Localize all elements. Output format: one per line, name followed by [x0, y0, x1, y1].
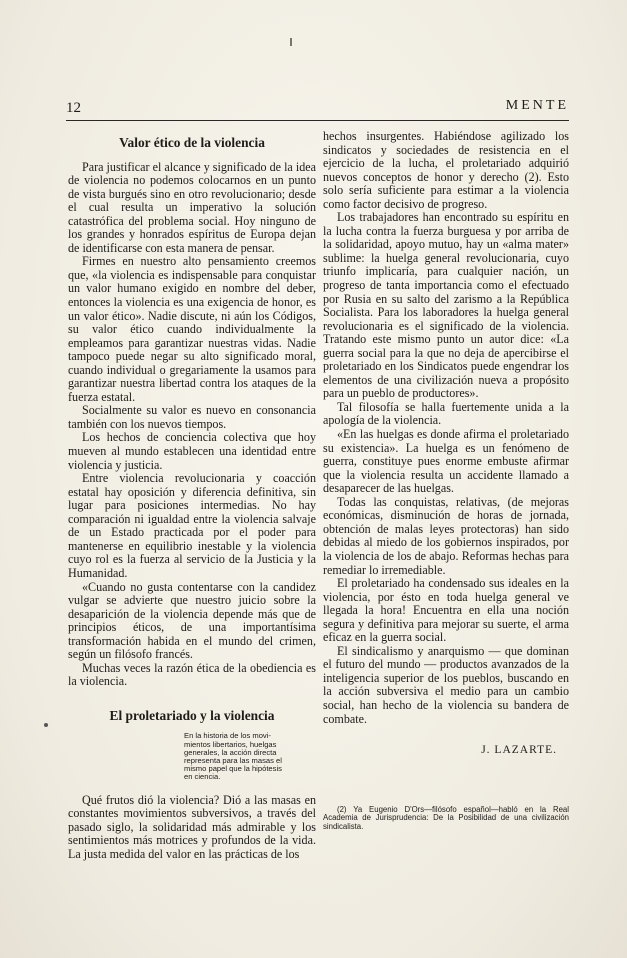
epigraph-line: representa para las masas el — [184, 756, 282, 766]
paragraph: Socialmente su valor es nuevo en consonancia también con los nuevos tiempos. — [68, 403, 316, 431]
ink-spot — [44, 723, 48, 727]
epigraph-line: mismo papel que la hipótesis — [184, 764, 282, 774]
print-mark — [290, 38, 292, 46]
epigraph-line: generales, la acción directa — [184, 747, 277, 757]
paragraph: El proletariado ha condensado sus ideales en la violencia, por ésto en toda huelga general ve llegada la hora! Encuentra en ella una noción segura y definitiva para mejorar su suerte, el arma eficaz en la guerra social. — [323, 576, 569, 645]
paragraph: Firmes en nuestro alto pensamiento creemos que, «la violencia es indispensable para conquistar un valor humano exigido en nombre del deber, entonces la violencia es una exigencia de honor, es un valor ético». Nadie discute, ni aún los Códigos, su valor ético cuando individualmente la empleamos para garantizar nuestras vidas. Nadie tampoco puede negar su alto significado moral, cuando individual o gregariamente la usamos para garantizar nuestra libertad contra los ataques de la fuerza estatal. — [68, 254, 316, 404]
paragraph: Todas las conquistas, relativas, (de mejoras económicas, disminución de horas de jornada, obtención de malas leyes protectoras) han sido debidas al miedo de los gobiernos inspirados, por la violencia de los de abajo. Reformas hechas para remediar lo irremediable. — [323, 494, 569, 577]
epigraph-line: mientos libertarios, huelgas — [184, 739, 277, 749]
author-signature: J. LAZARTE. — [481, 744, 557, 757]
journal-name: MENTE — [505, 98, 569, 113]
right-column — [323, 130, 569, 831]
paragraph: El sindicalismo y anarquismo — que dominan el futuro del mundo — productos avanzados de la inteligencia superior de los pueblos, buscando en la acción subversiva el medio para un cambio social, han hecho de la violencia su bandera de combate. — [323, 643, 569, 726]
epigraph-line: En la historia de los movi- — [184, 731, 271, 741]
epigraph — [184, 732, 310, 781]
paragraph: Los trabajadores han encontrado su espíritu en la lucha contra la fuerza burguesa y por arriba de la solidaridad, apoyo mutuo, hay un «alma mater» sublime: la huelga general revolucionaria, cuyo triunfo implicaría, para cualquier nación, un progreso de tanta importancia como el efectuado por Rusia en su salto del zarismo a la República Socialista. Para los laboradores la huelga general revolucionaria es el significado de la violencia. Tratando este mismo punto un autor dice: «La guerra social para la que no deja de apercibirse el proletariado en los Sindicatos puede engendrar los elementos de una civilización nueva a propósito para un pueblo de productores». — [323, 210, 569, 401]
paragraph: Los hechos de conciencia colectiva que hoy mueven al mundo establecen una identidad entre violencia y justicia. — [68, 430, 316, 472]
page-header — [66, 98, 569, 121]
paragraph: Tal filosofía se halla fuertemente unida a la apología de la violencia. — [323, 399, 569, 428]
paragraph: hechos insurgentes. Habiéndose agilizado los sindicatos y sociedades de resistencia en el ejercicio de la lucha, el proletariado adquirió nuevos conceptos de honor y derecho (2). Esto solo sería suficiente para estimar a la violencia como factor decisivo de progreso. — [323, 129, 569, 211]
epigraph-line: en ciencia. — [184, 772, 221, 782]
paragraph: Entre violencia revolucionaria y coacción estatal hay oposición y diferencia definitiva, sin lugar para posiciones intermedias. No hay comparación ni igualdad entre la violencia salvaje de un Estado practicada por el poder para mantenerse en equilibrio inestable y la violencia cuyo rol es la fuerza al servicio de la Justicia y la Humanidad. — [68, 471, 316, 580]
paragraph: Qué frutos dió la violencia? Dió a las masas en constantes movimientos subversivos, a través del pasado siglo, la solidaridad más admirable y los sentimientos más motrices y profundos de la vida. La justa medida del valor en las prácticas de los — [68, 792, 316, 861]
article-title-proletariat: El proletariado y la violencia — [109, 707, 275, 723]
paragraph: Muchas veces la razón ética de la obediencia es la violencia. — [68, 660, 316, 689]
paragraph: Para justificar el alcance y significado de la idea de violencia no podemos colocarnos en un punto de vista burgués sino en otro revolucionario; desde el cual resulta un imperativo la solución catastrófica del problema social. Hoy ninguno de los grandes y honrados espíritus de Europa dejan de identificarse con esta manera de pensar. — [68, 159, 316, 255]
page-number: 12 — [66, 100, 81, 116]
paragraph: «En las huelgas es donde afirma el proletariado su existencia». La huelga es un fenómeno de guerra, constituye pues enorme embuste afirmar que la violencia resulta un accidente llamado a desaparecer de las huelgas. — [323, 427, 569, 496]
footnote: (2) Ya Eugenio D'Ors—filósofo español—habló en la Real Academia de Jurisprudencia: De la Posibilidad de una civilización sindicalista. — [323, 804, 569, 831]
left-column — [68, 130, 316, 861]
article-title-violence-ethics: Valor ético de la violencia — [119, 135, 265, 150]
paragraph: «Cuando no gusta contentarse con la candidez vulgar se advierte que nuestro juicio sobre la desaparición de la violencia depende más que de principios éticos, de una importantísima transformación habida en el mundo del crimen, según un filósofo francés. — [68, 579, 316, 662]
